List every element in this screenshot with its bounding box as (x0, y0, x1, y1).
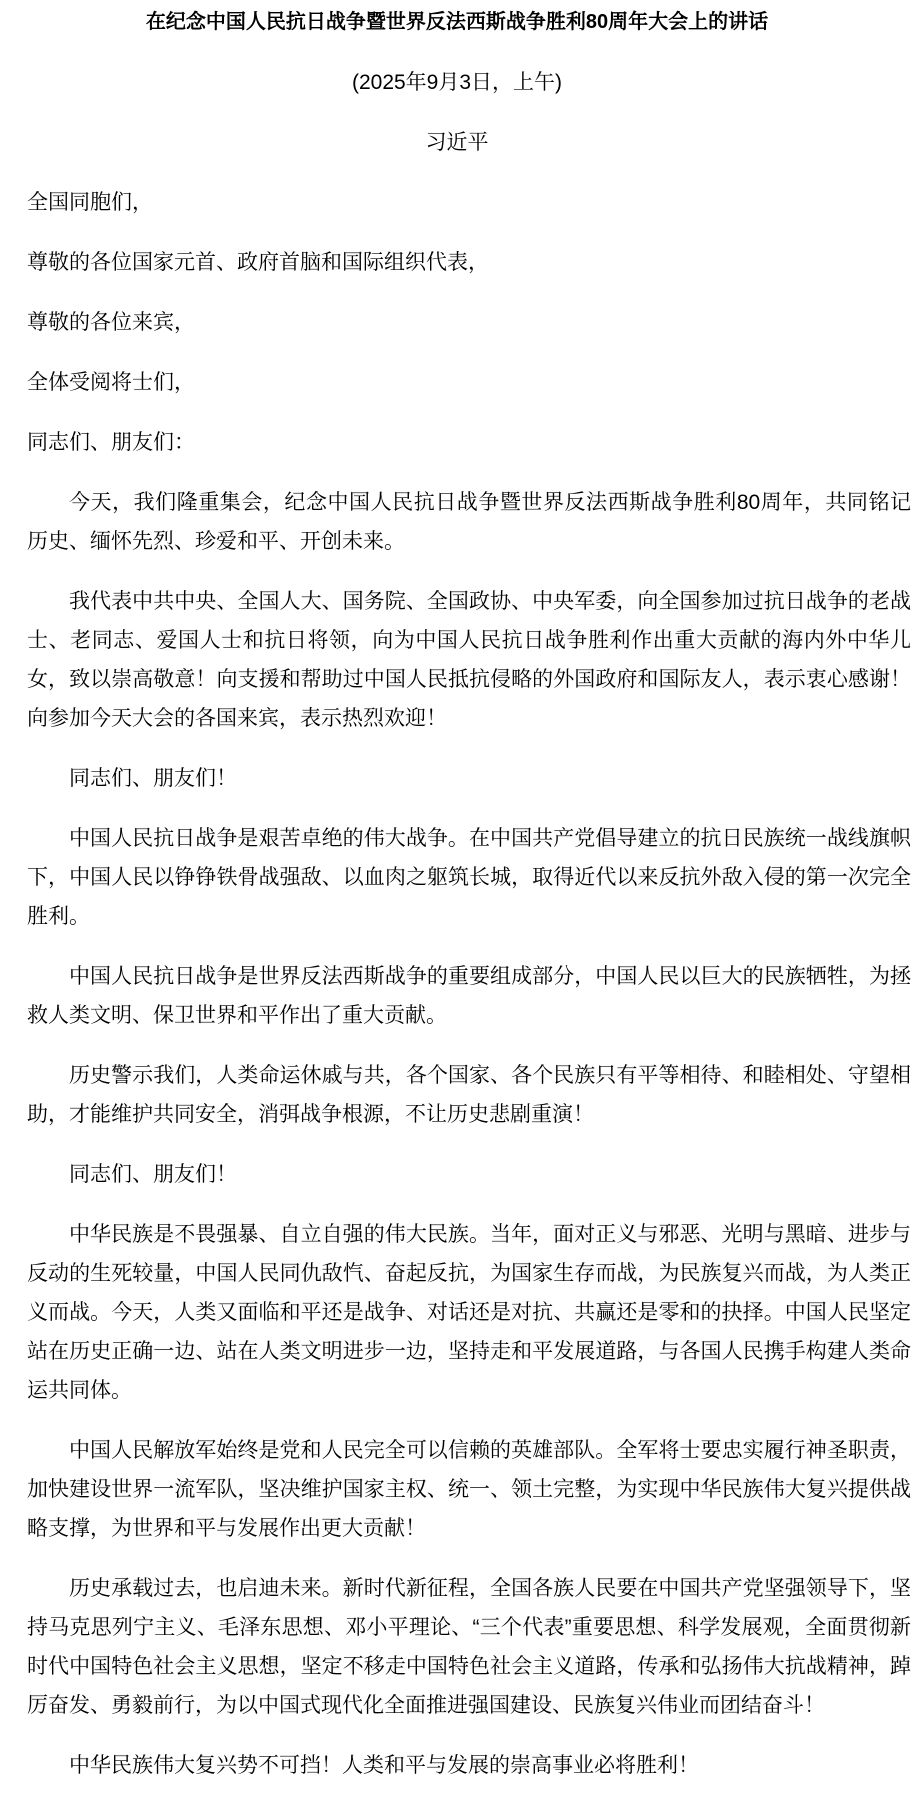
paragraph: 中华民族是不畏强暴、自立自强的伟大民族。当年，面对正义与邪恶、光明与黑暗、进步与反动的生死较量，中国人民同仇敌忾、奋起反抗，为国家生存而战，为民族复兴而战，为人类正义而战。今天，人类又面临和平还是战争、对话还是对抗、共赢还是零和的抉择。中国人民坚定站在历史正确一边、站在人类文明进步一边，坚持走和平发展道路，与各国人民携手构建人类命运共同体。 (27, 1223, 911, 1402)
paragraph: 历史承载过去，也启迪未来。新时代新征程，全国各族人民要在中国共产党坚强领导下，坚持马克思列宁主义、毛泽东思想、邓小平理论、“三个代表”重要思想、科学发展观，全面贯彻新时代中国特色社会主义思想，坚定不移走中国特色社会主义道路，传承和弘扬伟大抗战精神，踔厉奋发、勇毅前行，为以中国式现代化全面推进强国建设、民族复兴伟业而团结奋斗！ (27, 1577, 911, 1717)
paragraph: 中国人民抗日战争是世界反法西斯战争的重要组成部分，中国人民以巨大的民族牺牲，为拯救人类文明、保卫世界和平作出了重大贡献。 (27, 965, 911, 1027)
salutation-line: 全国同胞们， (27, 191, 153, 214)
paragraph: 今天，我们隆重集会，纪念中国人民抗日战争暨世界反法西斯战争胜利80周年，共同铭记历史、缅怀先烈、珍爱和平、开创未来。 (27, 491, 911, 553)
paragraph: 中华民族伟大复兴势不可挡！人类和平与发展的崇高事业必将胜利！ (69, 1754, 699, 1777)
paragraph: 历史警示我们，人类命运休戚与共，各个国家、各个民族只有平等相待、和睦相处、守望相助，才能维护共同安全，消弭战争根源，不让历史悲剧重演！ (27, 1064, 911, 1126)
paragraph: 我代表中共中央、全国人大、国务院、全国政协、中央军委，向全国参加过抗日战争的老战士、老同志、爱国人士和抗日将领，向为中国人民抗日战争胜利作出重大贡献的海内外中华儿女，致以崇高敬意！向支援和帮助过中国人民抵抗侵略的外国政府和国际友人，表示衷心感谢！向参加今天大会的各国来宾，表示热烈欢迎！ (27, 590, 911, 730)
document-title: 在纪念中国人民抗日战争暨世界反法西斯战争胜利80周年大会上的讲话 (145, 11, 769, 33)
paragraph-salutation: 同志们、朋友们！ (69, 1163, 237, 1186)
paragraph: 中国人民抗日战争是艰苦卓绝的伟大战争。在中国共产党倡导建立的抗日民族统一战线旗帜下，中国人民以铮铮铁骨战强敌、以血肉之躯筑长城，取得近代以来反抗外敌入侵的第一次完全胜利。 (27, 827, 911, 928)
salutation-line: 尊敬的各位来宾， (27, 311, 195, 334)
paragraph: 中国人民解放军始终是党和人民完全可以信赖的英雄部队。全军将士要忠实履行神圣职责，加快建设世界一流军队，坚决维护国家主权、统一、领土完整，为实现中华民族伟大复兴提供战略支撑，为世界和平与发展作出更大贡献！ (27, 1439, 911, 1540)
date-line: (2025年9月3日，上午) (351, 71, 563, 94)
salutation-line: 同志们、朋友们： (27, 431, 195, 454)
salutation-line: 尊敬的各位国家元首、政府首脑和国际组织代表， (27, 251, 489, 274)
salutation-line: 全体受阅将士们， (27, 371, 195, 394)
paragraph-salutation: 同志们、朋友们！ (69, 767, 237, 790)
author-name: 习近平 (425, 131, 489, 154)
